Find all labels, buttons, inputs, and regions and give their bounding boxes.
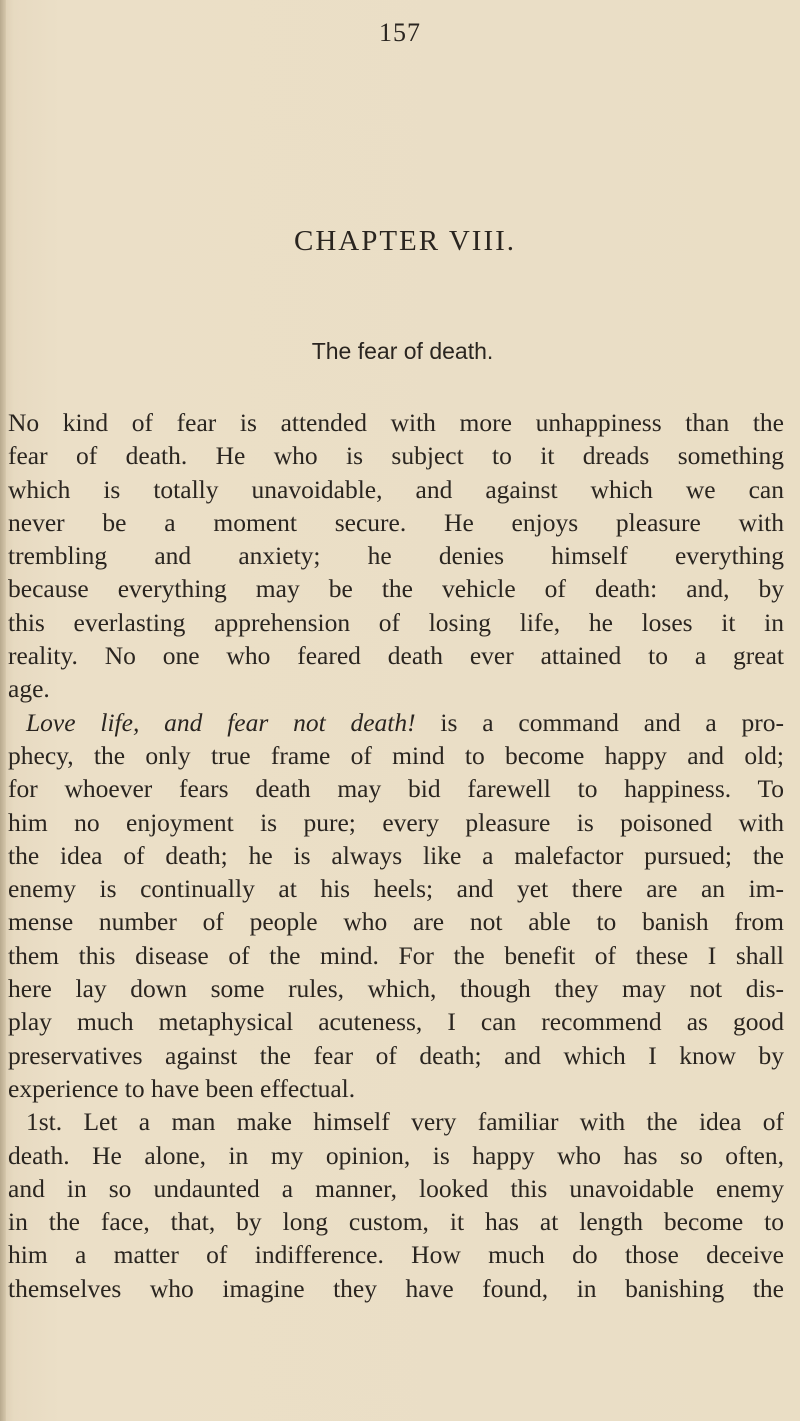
text-line (8, 739, 784, 772)
line-text: trembling and anxiety; he denies himself everything (8, 541, 784, 571)
line-text: never be a moment secure. He enjoys pleasure with (8, 507, 784, 537)
line-text: because everything may be the vehicle of death: and, by (8, 574, 784, 604)
line-text: reality. No one who feared death ever attained to a great (8, 641, 784, 671)
text-line (8, 972, 784, 1005)
line-text: them this disease of the mind. For the benefit of these I shall (8, 940, 784, 970)
line-text: him a matter of indifference. How much do those deceive (8, 1240, 784, 1270)
line-text: for whoever fears death may bid farewell to happiness. To (8, 774, 784, 804)
line-text: preservatives against the fear of death; and which I know by (8, 1040, 784, 1070)
text-line (8, 1172, 784, 1205)
text-line (8, 1238, 784, 1271)
line-text: themselves who imagine they have found, in banishing the (8, 1273, 784, 1303)
line-text: this everlasting apprehension of losing life, he loses it in (8, 607, 784, 637)
line-text: experience to have been effectual. (8, 1073, 356, 1103)
line-text: is a command and a pro- (415, 707, 784, 737)
line-text: which is totally unavoidable, and against which we can (8, 474, 784, 504)
line-text: him no enjoyment is pure; every pleasure is poisoned with (8, 807, 784, 837)
text-line (8, 772, 784, 805)
text-line (8, 1272, 784, 1305)
text-line (8, 406, 784, 439)
page-gutter (0, 0, 6, 1421)
line-text: and in so undaunted a manner, looked this unavoidable enemy (8, 1173, 784, 1203)
text-line (8, 905, 784, 938)
text-line (8, 473, 784, 506)
line-text: in the face, that, by long custom, it has at length become to (8, 1207, 784, 1237)
text-line (8, 839, 784, 872)
italic-phrase: Love life, and fear not death! (26, 707, 416, 737)
line-text: death. He alone, in my opinion, is happy who has so often, (8, 1140, 784, 1170)
text-line (8, 439, 784, 472)
text-line (8, 939, 784, 972)
text-line (8, 806, 784, 839)
text-line (8, 1205, 784, 1238)
text-line (8, 639, 784, 672)
line-text: the idea of death; he is always like a malefactor pursued; the (8, 840, 784, 870)
text-line (8, 506, 784, 539)
line-text: No kind of fear is attended with more unhappiness than the (8, 408, 784, 437)
text-line (8, 706, 784, 739)
line-text: age. (8, 674, 50, 704)
line-text: play much metaphysical acuteness, I can recommend as good (8, 1007, 784, 1037)
body-text (8, 406, 784, 1305)
page-number: 157 (379, 18, 421, 47)
line-text: fear of death. He who is subject to it dreads something (8, 441, 784, 471)
text-line (8, 1072, 784, 1105)
line-text: here lay down some rules, which, though they may not dis- (8, 974, 784, 1004)
text-line (8, 572, 784, 605)
section-title: The fear of death. (311, 338, 494, 364)
text-line (8, 1105, 784, 1138)
chapter-title: CHAPTER VIII. (293, 225, 517, 257)
text-line (8, 872, 784, 905)
text-line (8, 539, 784, 572)
line-text: 1st. Let a man make himself very familiar with the idea of (26, 1107, 784, 1137)
text-line (8, 1039, 784, 1072)
line-text: phecy, the only true frame of mind to become happy and old; (8, 740, 784, 770)
text-line (8, 606, 784, 639)
line-text: mense number of people who are not able to banish from (8, 907, 784, 937)
text-line (8, 1139, 784, 1172)
line-text: enemy is continually at his heels; and yet there are an im- (8, 874, 784, 904)
text-line (8, 1005, 784, 1038)
text-line (8, 672, 784, 705)
